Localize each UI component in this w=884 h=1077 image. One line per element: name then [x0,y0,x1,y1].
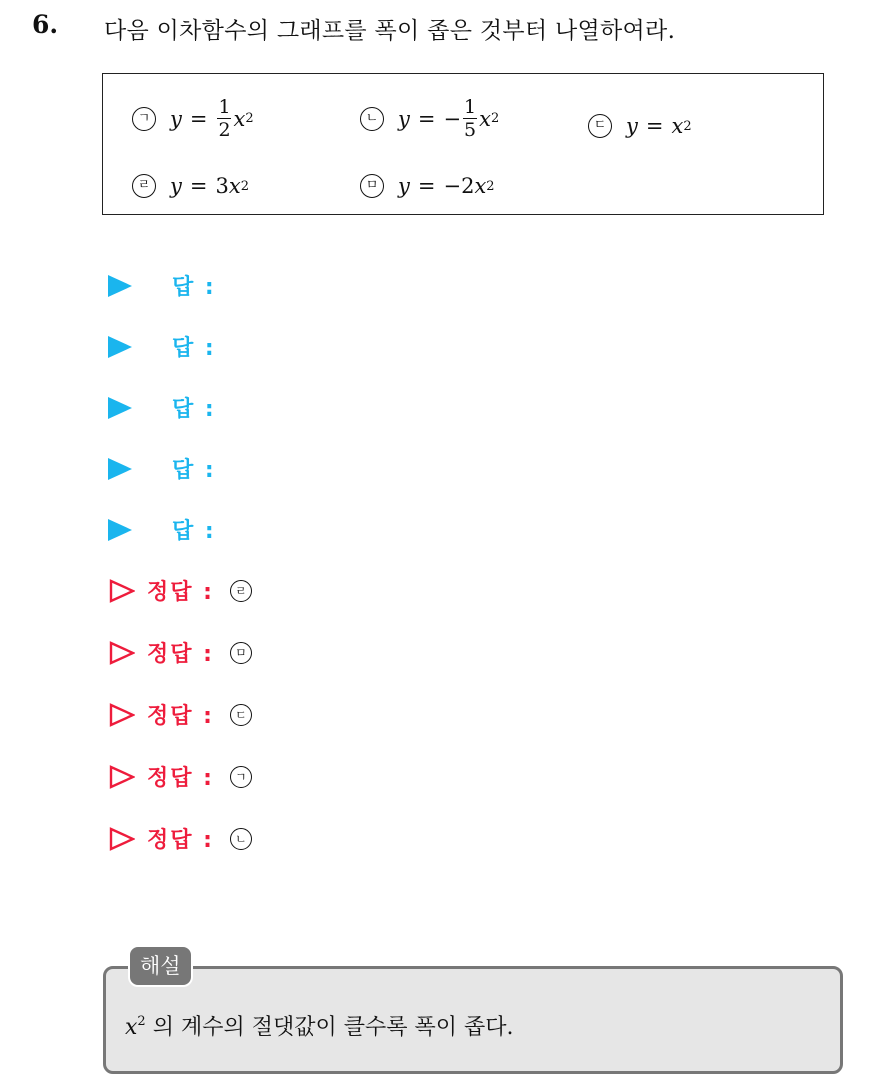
math-exponent: 2 [683,118,692,134]
correct-answer-row [109,823,252,854]
answer-label: 답 : [172,458,216,483]
correct-label: 정답 : [147,704,214,729]
math-var-y: y [170,106,182,131]
fraction [463,96,477,141]
play-icon [108,336,132,358]
question-number: 6. [32,10,59,39]
explanation-body: 의 계수의 절댓값이 클수록 폭이 좁다. [145,1015,514,1040]
math-sign: − [443,106,462,131]
math-var-y: y [398,106,410,131]
answer-row[interactable] [108,453,216,484]
correct-answer-row [109,575,252,606]
question-text: 다음 이차함수의 그래프를 폭이 좁은 것부터 나열하여라. [104,18,676,44]
play-icon [108,397,132,419]
answer-label: 답 : [172,519,216,544]
correct-value: ㅁ [230,642,252,664]
math-var-x: x [233,106,246,131]
correct-label: 정답 : [147,766,214,791]
choice-marker: ㄹ [132,174,156,198]
math-exponent: 2 [240,178,249,194]
answer-row[interactable] [108,331,216,362]
math-eq: = [417,106,436,131]
math-eq: = [189,174,208,198]
fraction [217,96,231,141]
correct-value: ㄴ [230,828,252,850]
math-var-x: x [474,174,487,198]
math-eq: = [189,106,208,131]
correct-label: 정답 : [147,828,214,853]
choice-4 [132,174,249,198]
play-icon [108,458,132,480]
math-var-x: x [125,1015,138,1040]
math-exponent: 2 [245,111,254,127]
correct-answer-row [109,761,252,792]
choice-3 [588,114,692,138]
correct-answer-row [109,637,252,668]
math-var-y: y [170,174,182,198]
fraction-denominator: 2 [218,119,231,142]
correct-answer-row [109,699,252,730]
math-eq: = [645,114,664,138]
explanation-text [125,1010,513,1041]
correct-label: 정답 : [147,642,214,667]
answer-label: 답 : [172,275,216,300]
choice-2 [360,96,499,141]
fraction-denominator: 5 [464,119,477,142]
math-var-x: x [479,106,491,131]
fraction-numerator: 1 [464,96,477,118]
answer-row[interactable] [108,514,216,545]
choice-marker: ㄱ [132,107,156,131]
math-coefficient: 3 [215,174,229,198]
math-exponent: 2 [137,1014,146,1029]
choice-1 [132,96,254,141]
correct-value: ㄱ [230,766,252,788]
correct-label: 정답 : [147,580,214,605]
answer-row[interactable] [108,270,216,301]
triangle-outline-icon [109,703,135,727]
choice-marker: ㅁ [360,174,384,198]
choice-equation [398,96,499,141]
choice-equation [398,174,495,198]
choice-equation [626,114,692,138]
math-var-y: y [626,114,638,138]
answer-row[interactable] [108,392,216,423]
choice-marker: ㄴ [360,107,384,131]
math-coefficient: −2 [443,174,475,198]
math-var-x: x [228,174,241,198]
answer-label: 답 : [172,397,216,422]
triangle-outline-icon [109,827,135,851]
triangle-outline-icon [109,765,135,789]
triangle-outline-icon [109,641,135,665]
explanation-tag: 해설 [128,945,193,987]
math-exponent: 2 [486,178,495,194]
correct-value: ㄷ [230,704,252,726]
math-eq: = [417,174,436,198]
math-var-y: y [398,174,410,198]
play-icon [108,519,132,541]
triangle-outline-icon [109,579,135,603]
play-icon [108,275,132,297]
choice-5 [360,174,495,198]
math-exponent: 2 [490,111,500,127]
fraction-numerator: 1 [218,96,231,118]
choice-equation [170,174,249,198]
choice-equation [170,96,254,141]
math-var-x: x [671,114,684,138]
correct-value: ㄹ [230,580,252,602]
answer-label: 답 : [172,336,216,361]
choice-marker: ㄷ [588,114,612,138]
